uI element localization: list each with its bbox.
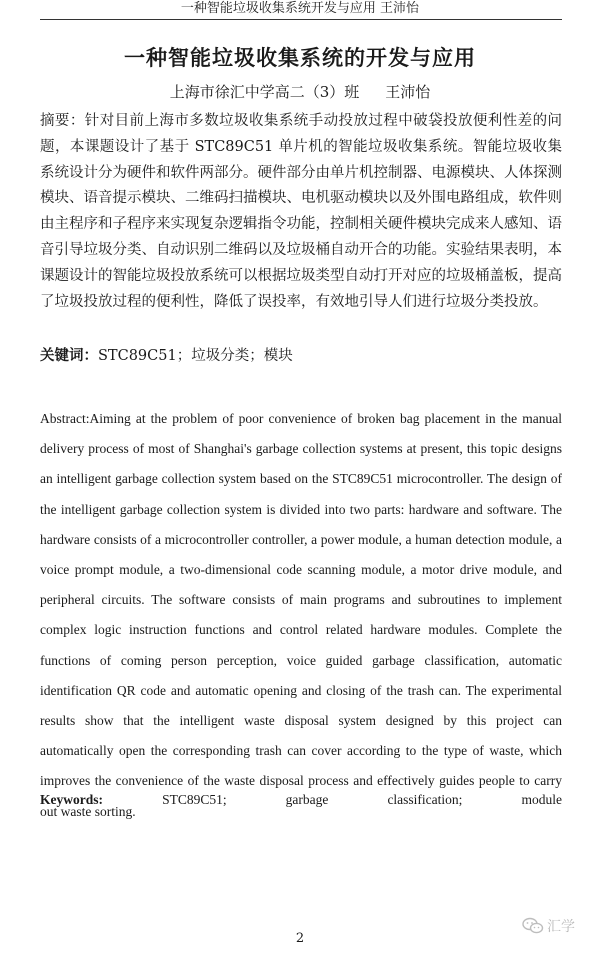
- running-header: [0, 0, 600, 20]
- abstract-en-label: Abstract:: [40, 411, 90, 426]
- author-name: 王沛怡: [385, 83, 431, 101]
- abstract-cn-text: 针对目前上海市多数垃圾收集系统手动投放过程中破袋投放便利性差的问题，本课题设计了基于 STC89C51 单片机的智能垃圾收集系统。智能垃圾收集系统设计分为硬件和软件两部分。硬件部分由单片机控制器、电源模块、人体探测模块、语音提示模块、二维码扫描模块、电机驱动模块以及外围电路组成，软件则由主程序和子程序来实现复杂逻辑指令功能，控制相关硬件模块完成来人感知、语音引导垃圾分类、自动识别二维码以及垃圾桶自动开合的功能。实验结果表明，本课题设计的智能垃圾投放系统可以根据垃圾类型自动打开对应的垃圾桶盖板，提高了垃圾投放过程的便利性，降低了误投率，有效地引导人们进行垃圾分类投放。: [40, 113, 562, 310]
- abstract-en: [40, 404, 562, 827]
- keyword-en-item: classification;: [387, 792, 463, 807]
- page-number: 2: [295, 931, 305, 946]
- keywords-en-label: Keywords:: [40, 792, 103, 807]
- paper-title: 一种智能垃圾收集系统的开发与应用: [124, 45, 476, 70]
- keywords-en: [40, 788, 562, 812]
- keywords-cn: [40, 344, 562, 368]
- abstract-en-text: Aiming at the problem of poor convenience of broken bag placement in the manual delivery process of most of Shanghai's garbage collection systems at present, this topic designs an intelligent garbage collection system based on the STC89C51 microcontroller. The design of the intelligent garbage collection system is divided into two parts: hardware and software. The hardware consists of a microcontroller controller, a power module, a human detection module, a voice prompt module, a two-dimensional code scanning module, a motor drive module, and peripheral circuits. The software consists of main programs and subroutines to implement complex logic instruction functions and control related hardware modules. Complete the functions of coming person perception, voice guided garbage classification, automatic identification QR code and automatic opening and closing of the trash can. The experimental results show that the intelligent waste disposal system designed by this project can automatically open the corresponding trash can cover according to the type of waste, which improves the convenience of the waste disposal process and effectively guides people to carry out waste sorting.: [40, 411, 562, 819]
- keyword-en-item: garbage: [285, 792, 329, 807]
- abstract-cn-label: 摘要：: [40, 113, 85, 129]
- keywords-cn-text: STC89C51；垃圾分类；模块: [98, 348, 293, 364]
- header-divider: [40, 19, 562, 20]
- running-header-text: 一种智能垃圾收集系统开发与应用 王沛怡: [180, 1, 420, 16]
- keyword-en-item: STC89C51;: [162, 792, 227, 807]
- author-line: [0, 81, 600, 103]
- affiliation: 上海市徐汇中学高二（3）班: [169, 83, 360, 101]
- keyword-en-item: module: [521, 792, 562, 807]
- abstract-cn: [40, 109, 562, 315]
- watermark-text: 汇学: [547, 919, 575, 935]
- keywords-cn-label: 关键词：: [40, 347, 98, 364]
